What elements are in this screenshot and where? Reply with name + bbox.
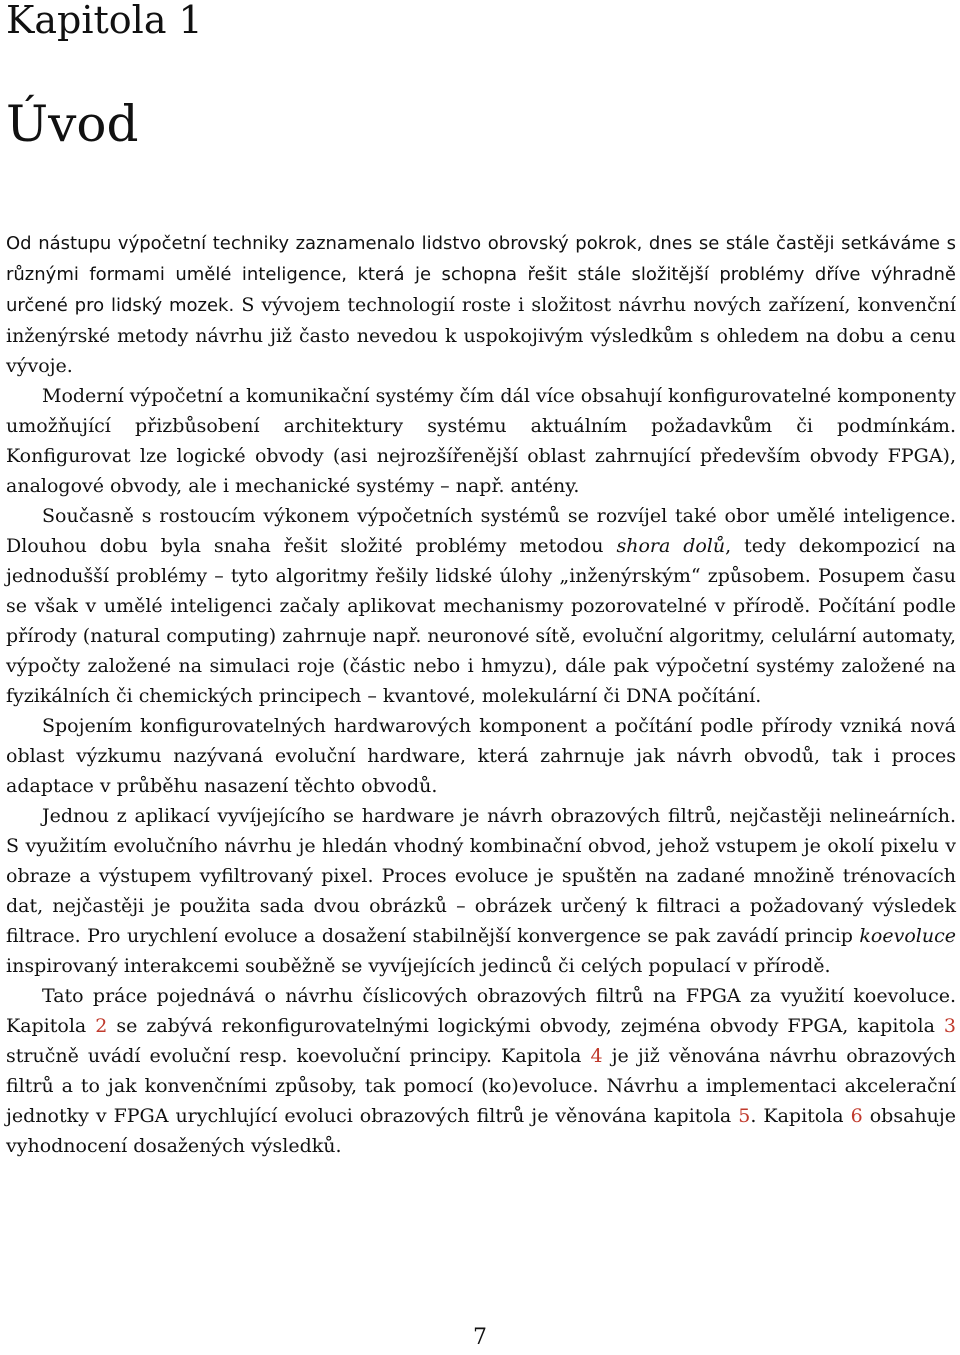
paragraph-5 [6,801,956,981]
paragraph-6-text-c: stručně uvádí evoluční resp. koevoluční principy. Kapitola [6,1045,591,1067]
paragraph-6 [6,981,956,1161]
paragraph-3-text-b: , tedy dekompozicí na jednodušší problémy – tyto algoritmy řešily lidské úlohy „inženýrským“ způsobem. Posupem času se však v umělé inteligenci začaly aplikovat mechanismy pozorovatelné v přírodě. Počítání podle přírody (natural computing) zahrnuje např. neuronové sítě, evoluční algoritmy, celulární automaty, výpočty založené na simulaci roje (částic nebo i hmyzu), dále pak výpočetní systémy založené na fyzikálních či chemických principech – kvantové, molekulární či DNA počítání. [6,535,957,707]
chapter-title: Úvod [6,95,139,153]
paragraph-3-emphasis: shora dolů [616,535,726,557]
paragraph-2: Moderní výpočetní a komunikační systémy čím dál více obsahují konfigurovatelné komponenty umožňující přizbůsobení architektury systému aktuálním požadavkům či podmínkám. Konfigurovat lze logické obvody (asi nejrozšířenější oblast zahrnující především obvody FPGA), analogové obvody, ale i mechanické systémy – např. antény. [6,385,956,497]
chapter-4-link[interactable]: 4 [590,1045,603,1067]
paragraph-6-text-a: Tato práce pojednává o návrhu číslicových obrazových filtrů na FPGA za využití koevoluce. Kapitola [6,985,956,1037]
paragraph-5-text-b: inspirovaný interakcemi souběžně se vyvíjejících jedinců či celých populací v přírodě. [6,955,831,977]
chapter-2-link[interactable]: 2 [95,1015,108,1037]
chapter-5-link[interactable]: 5 [738,1105,751,1127]
paragraph-6-text-f: obsahuje vyhodnocení dosažených výsledků. [6,1105,957,1157]
chapter-body [6,228,956,1161]
paragraph-6-text-d: je již věnována návrhu obrazových filtrů a to jak konvenčními způsoby, tak pomocí (ko)evoluce. Návrhu a implementaci akcelerační jednotky v FPGA urychlující evoluci obrazových filtrů je věnována kapitola [6,1045,956,1127]
paragraph-1-lead: Od nástupu výpočetní techniky zaznamenalo lidstvo obrovský pokrok, dnes se stále častěji setkáváme s různými formami umělé inteligence, která je schopna řešit stále složitější problémy dříve výhradně určené pro lidský mozek. [6,233,956,316]
paragraph-4: Spojením konfigurovatelných hardwarových komponent a počítání podle přírody vzniká nová oblast výzkumu nazývaná evoluční hardware, která zahrnuje jak návrh obvodů, tak i proces adaptace v průběhu nasazení těchto obvodů. [6,715,956,797]
chapter-3-link[interactable]: 3 [943,1015,957,1037]
paragraph-5-text-a: Jednou z aplikací vyvíjejícího se hardware je návrh obrazových filtrů, nejčastěji nelineárních. S využitím evolučního návrhu je hledán vhodný kombinační obvod, jehož vstupem je okolí pixelu v obraze a výstupem vyfiltrovaný pixel. Proces evoluce je spuštěn na zadané množině trénovacích dat, nejčastěji je použita sada dvou obrázků – obrázek určený k filtraci a požadovaný výsledek filtrace. Pro urychlení evoluce a dosažení stabilnější konvergence se pak zavádí princip [6,805,956,947]
paragraph-1-rest: S vývojem technologií roste i složitost návrhu nových zařízení, konvenční inženýrské metody návrhu již často nevedou k uspokojivým výsledkům s ohledem na dobu a cenu vývoje. [6,294,956,377]
paragraph-5-emphasis: koevoluce [859,925,956,947]
paragraph-6-text-e: . Kapitola [750,1105,851,1127]
paragraph-1 [6,228,956,381]
paragraph-6-text-b: se zabývá rekonfigurovatelnými logickými obvody, zejména obvody FPGA, kapitola [107,1015,944,1037]
chapter-6-link[interactable]: 6 [850,1105,863,1127]
chapter-label: Kapitola 1 [6,0,203,42]
page-number: 7 [473,1325,487,1350]
paragraph-3-text-a: Současně s rostoucím výkonem výpočetních systémů se rozvíjel také obor umělé inteligence. Dlouhou dobu byla snaha řešit složité problémy metodou [6,505,956,557]
paragraph-3 [6,501,956,711]
